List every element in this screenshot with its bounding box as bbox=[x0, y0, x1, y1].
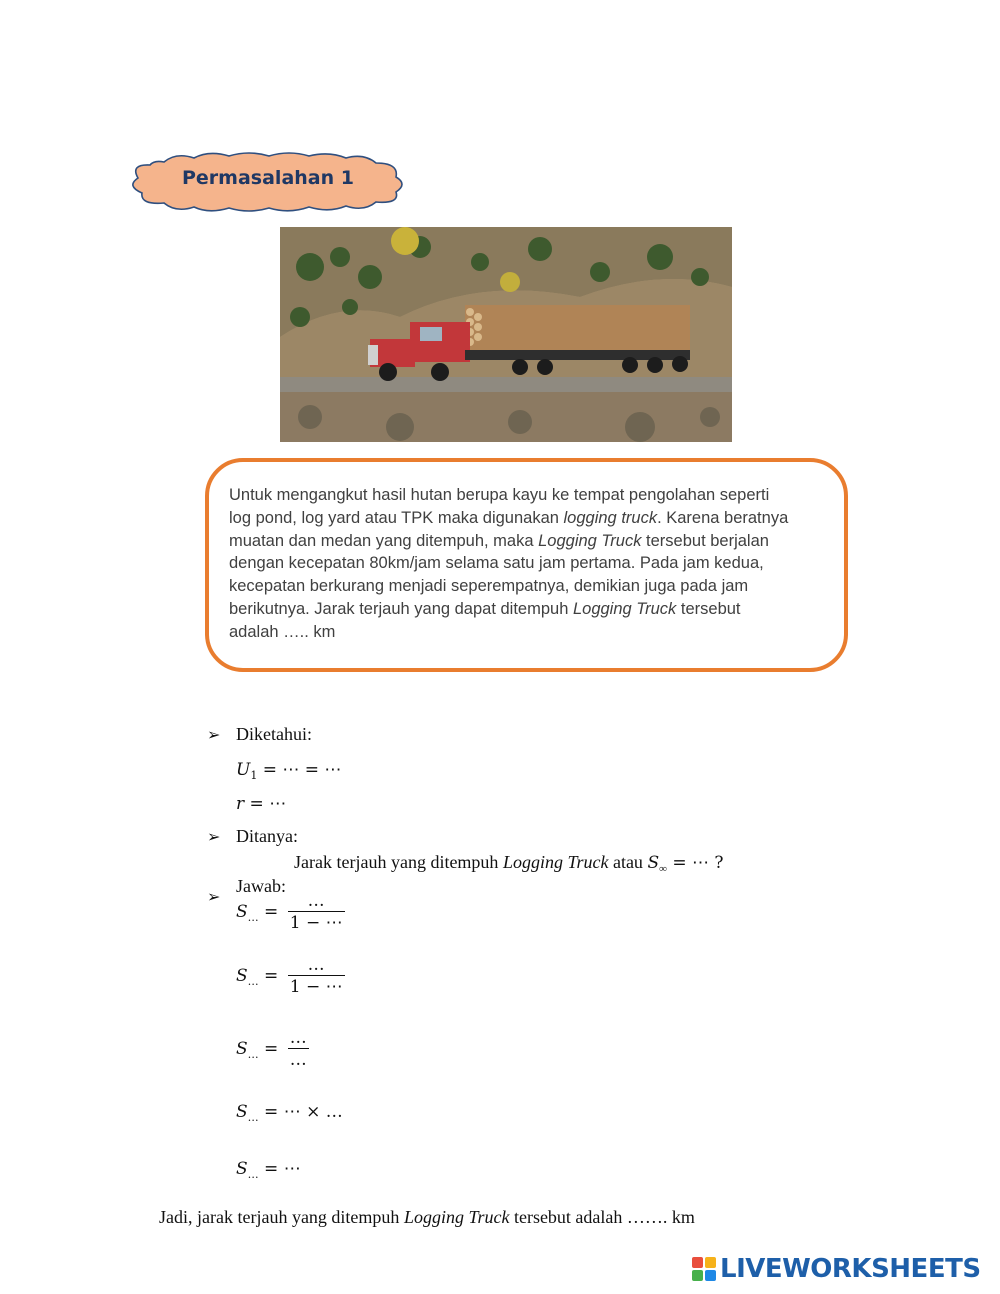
answer-label: Jawab: bbox=[236, 876, 286, 896]
problem-line: log pond, log yard atau TPK maka digunakan logging truck. Karena beratnya bbox=[229, 508, 789, 527]
arrow-bullet-icon: ➢ bbox=[207, 725, 221, 744]
arrow-bullet-icon: ➢ bbox=[207, 827, 221, 846]
answer-step-1: $S_\dots$ = $\frac{\dots}{1 - \cdots}$ bbox=[236, 891, 343, 933]
problem-text bbox=[229, 484, 826, 644]
known-label: Diketahui: bbox=[236, 724, 312, 744]
problem-line: dengan kecepatan 80km/jam selama satu jam pertama. Pada jam kedua, bbox=[229, 554, 764, 573]
problem-line: berikutnya. Jarak terjauh yang dapat ditempuh Logging Truck tersebut bbox=[229, 599, 741, 618]
liveworksheets-logo bbox=[692, 1254, 981, 1284]
problem-line: kecepatan berkurang menjadi seperempatnya, demikian juga pada jam bbox=[229, 577, 749, 596]
known-r: r = ⋯ bbox=[236, 794, 287, 814]
conclusion: Jadi, jarak terjauh yang ditempuh Logging Truck tersebut adalah ……. km bbox=[159, 1207, 695, 1227]
problem-line: adalah ….. km bbox=[229, 622, 336, 641]
problem-line: muatan dan medan yang ditempuh, maka Logging Truck tersebut berjalan bbox=[229, 531, 769, 550]
answer-step-4: $S_\dots$ = ⋯ × … bbox=[236, 1102, 343, 1124]
page-title: Permasalahan 1 bbox=[182, 167, 354, 189]
asked-question: Jarak terjauh yang ditempuh Logging Truck atau $S_\infty$ = ⋯ ? bbox=[294, 852, 724, 875]
problem-line: Untuk mengangkut hasil hutan berupa kayu ke tempat pengolahan seperti bbox=[229, 486, 770, 504]
logo-blocks-icon bbox=[692, 1257, 716, 1281]
logo-text: LIVEWORKSHEETS bbox=[720, 1254, 981, 1284]
arrow-bullet-icon: ➢ bbox=[207, 887, 221, 906]
logging-truck-photo bbox=[280, 227, 732, 442]
answer-step-3: $S_\dots$ = $\frac{\dots}{\dots}$ bbox=[236, 1028, 307, 1070]
answer-step-5: $S_\dots$ = ⋯ bbox=[236, 1159, 301, 1181]
asked-label: Ditanya: bbox=[236, 826, 298, 846]
known-u1: $U_1$ = ⋯ = ⋯ bbox=[236, 760, 342, 782]
answer-step-2: $S_\dots$ = $\frac{\dots}{1 - \cdots}$ bbox=[236, 955, 343, 997]
